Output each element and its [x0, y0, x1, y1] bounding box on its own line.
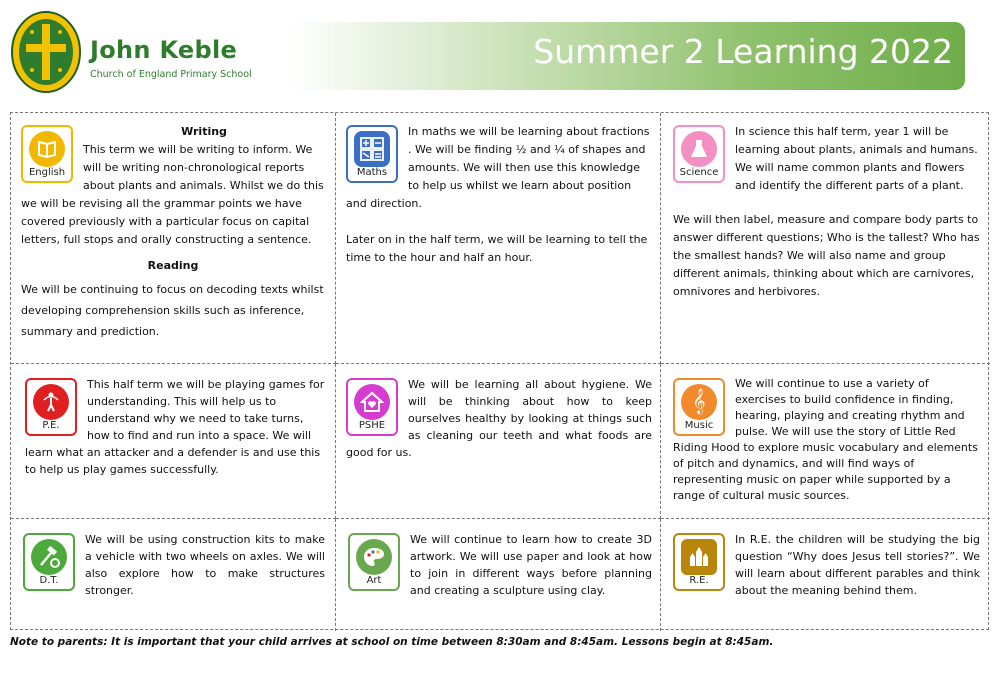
art-cell: [336, 519, 661, 631]
reading-heading: Reading: [147, 259, 199, 272]
palette-icon: [362, 546, 386, 568]
title-banner: [290, 22, 965, 90]
pshe-icon-label: PSHE: [358, 420, 386, 431]
pe-icon-label: P.E.: [42, 420, 60, 431]
reading-text: We will be continuing to focus on decoding texts whilst developing comprehension skills such as inference, summary and prediction.: [21, 283, 324, 338]
art-icon-label: Art: [366, 575, 382, 586]
writing-heading: Writing: [181, 125, 227, 138]
art-icon: [348, 533, 400, 591]
treble-clef-icon: 𝄞: [692, 389, 706, 414]
science-cell: [661, 113, 990, 364]
english-icon-label: English: [28, 167, 66, 178]
re-cell: [661, 519, 990, 631]
music-text: We will continue to use a variety of exercises to build confidence in finding, hearing, playing and creating rhythm and pulse. We will use the story of Little Red Riding Hood to explore music vocabulary and elements of pitch and dynamics, and will find ways of representing music on paper while supported by a range of cultural music sources.: [673, 377, 978, 502]
book-icon: [36, 138, 58, 160]
page-header: [0, 0, 999, 104]
dt-cell: [11, 519, 336, 631]
science-text-1: In science this half term, year 1 will be learning about plants, animals and humans. We will name common plants and flowers and identify the different parts of a plant.: [735, 125, 978, 192]
writing-text: This term we will be writing to inform. We will be writing non-chronological reports about plants and animals. Whilst we do this we will be revising all the grammar points we have covered previously with a particular focus on capital letters, full stops and orally constructing a sentence.: [21, 143, 324, 246]
maths-cell: [336, 113, 661, 364]
english-cell: [11, 113, 336, 364]
dt-text: We will be using construction kits to make a vehicle with two wheels on axles. We will also explore how to make structures stronger.: [85, 533, 325, 597]
music-icon: [673, 378, 725, 436]
flask-icon: [689, 138, 709, 160]
skipping-rope-icon: [40, 391, 62, 413]
school-crest-icon: [10, 10, 82, 94]
pshe-cell: [336, 364, 661, 519]
heart-house-icon: [360, 391, 384, 413]
pe-icon: [25, 378, 77, 436]
re-icon: [673, 533, 725, 591]
dt-icon-label: D.T.: [39, 575, 59, 586]
dt-icon: [23, 533, 75, 591]
science-text-2: We will then label, measure and compare body parts to answer different questions; Who is the tallest? Who has the smallest hands? We will also name and group different animals, thinking about which are carnivores, omnivores and herbivores.: [673, 213, 980, 298]
pe-cell: [11, 364, 336, 519]
pshe-text: We will be learning all about hygiene. We will be thinking about how to keep ourselves healthy by looking at things such as cleaning our teeth and what foods are good for us.: [346, 378, 652, 459]
re-text: In R.E. the children will be studying the big question “Why does Jesus tell stories?”. We will learn about different parables and think about the meaning behind them.: [735, 533, 980, 597]
music-cell: [661, 364, 990, 519]
music-icon-label: Music: [684, 420, 714, 431]
school-subtitle: Church of England Primary School: [90, 69, 252, 80]
science-icon-label: Science: [679, 167, 719, 178]
maths-text-2: Later on in the half term, we will be learning to tell the time to the hour and half an hour.: [346, 233, 648, 264]
subjects-grid: [10, 112, 989, 630]
parents-note: Note to parents: It is important that your child arrives at school on time between 8:30am and 8:45am. Lessons begin at 8:45am.: [10, 636, 774, 648]
maths-text-1: In maths we will be learning about fractions . We will be finding ½ and ¼ of shapes and amounts. We will then use this knowledge to help us whilst we learn about position and direction.: [346, 125, 650, 210]
page-title: Summer 2 Learning 2022: [533, 32, 953, 71]
re-icon-label: R.E.: [689, 575, 709, 586]
science-icon: [673, 125, 725, 183]
english-icon: [21, 125, 73, 183]
maths-icon-label: Maths: [356, 167, 388, 178]
maths-icon: [346, 125, 398, 183]
school-name: John Keble: [90, 36, 238, 64]
church-icon: [687, 546, 711, 568]
hammer-gears-icon: [37, 545, 61, 569]
calculator-icon: [359, 136, 385, 162]
pe-text: This half term we will be playing games for understanding. This will help us to understand why we need to take turns, how to find and run into a space. We will learn what an attacker and a defender is and use this to help us play games successfully.: [25, 378, 325, 476]
pshe-icon: [346, 378, 398, 436]
art-text: We will continue to learn how to create 3D artwork. We will use paper and look at how to join in different ways before planning and creating a sculpture using clay.: [410, 533, 652, 597]
